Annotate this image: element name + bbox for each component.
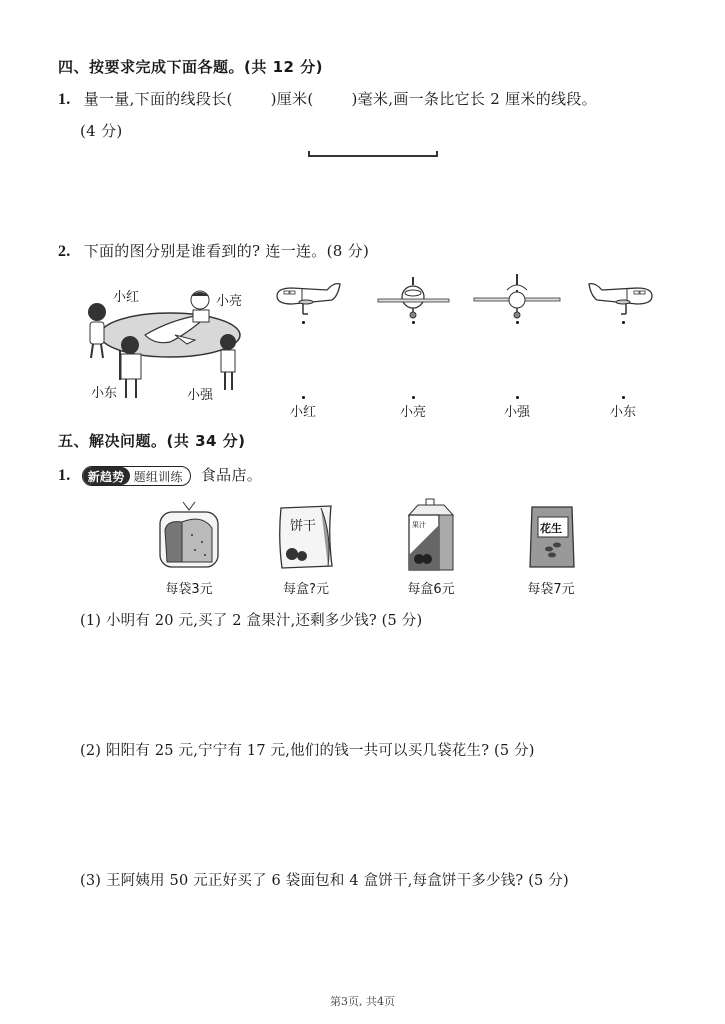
bread-bag-icon [157, 500, 222, 570]
plane-view-1 [272, 278, 342, 318]
section-4-title: 四、按要求完成下面各题。(共 12 分) [58, 58, 324, 76]
food-item-juice [406, 497, 456, 572]
biscuit-bag-icon [276, 500, 336, 570]
scene-label-xiaoqiang: 小强 [187, 388, 214, 403]
name-xiaoliang: 小亮 [400, 405, 427, 420]
name-xiaodong: 小东 [610, 405, 637, 420]
svg-text:花生: 花生 [540, 522, 562, 535]
price-bread: 每袋3元 [165, 582, 213, 597]
question-text-a: 量一量,下面的线段长( [83, 90, 233, 108]
food-item-bread [157, 500, 222, 570]
scene-illustration [75, 280, 260, 405]
plane-side-right-icon [587, 278, 657, 318]
plane-side-left-icon [272, 278, 342, 318]
plane-view-2 [376, 275, 451, 320]
price-biscuit: 每盒?元 [283, 582, 329, 597]
plane-view-3 [472, 272, 562, 320]
food-item-peanut [527, 503, 577, 571]
answer-area-2[interactable] [80, 765, 680, 855]
question-text-b: )厘米( [270, 90, 314, 108]
question-4-1-score: (4 分) [80, 122, 123, 140]
answer-area-1[interactable] [80, 635, 680, 725]
page-footer: 第3页, 共4页 [330, 995, 395, 1008]
sub-question-1: (1) 小明有 20 元,买了 2 盒果汁,还剩多少钱? (5 分) [80, 613, 423, 629]
question-text: 下面的图分别是谁看到的? 连一连。(8 分) [83, 242, 370, 260]
connect-dot-view-1[interactable] [302, 321, 305, 324]
connect-dot-name-1[interactable] [302, 396, 305, 399]
question-number: 2. [58, 243, 71, 260]
question-5-1 [58, 464, 262, 486]
connect-dot-view-3[interactable] [516, 321, 519, 324]
food-item-biscuit [276, 500, 336, 570]
scene-label-xiaoliang: 小亮 [216, 294, 243, 309]
name-xiaoqiang: 小强 [504, 405, 531, 420]
plane-view-4 [587, 278, 657, 318]
plane-back-icon [472, 272, 562, 320]
scene-label-xiaodong: 小东 [91, 386, 118, 401]
price-juice: 每盒6元 [407, 582, 455, 597]
scene-label-xiaohong: 小红 [113, 290, 140, 305]
new-trend-badge [82, 466, 191, 486]
badge-dark-label: 新趋势 [83, 467, 130, 485]
svg-text:饼干: 饼干 [290, 519, 317, 534]
connect-dot-view-2[interactable] [412, 321, 415, 324]
question-text: 食品店。 [200, 466, 263, 484]
name-xiaohong: 小红 [290, 405, 317, 420]
line-segment [308, 151, 438, 157]
question-number: 1. [58, 467, 71, 484]
connect-dot-name-3[interactable] [516, 396, 519, 399]
question-4-1 [58, 88, 597, 109]
connect-dot-view-4[interactable] [622, 321, 625, 324]
peanut-bag-icon [527, 503, 577, 571]
sub-question-3: (3) 王阿姨用 50 元正好买了 6 袋面包和 4 盒饼干,每盒饼干多少钱? (5 分) [80, 873, 569, 889]
question-4-2 [58, 240, 369, 261]
sub-question-2: (2) 阳阳有 25 元,宁宁有 17 元,他们的钱一共可以买几袋花生? (5 分) [80, 743, 535, 759]
question-text-c: )毫米,画一条比它长 2 厘米的线段。 [351, 90, 597, 108]
connect-dot-name-2[interactable] [412, 396, 415, 399]
section-5-title: 五、解决问题。(共 34 分) [58, 432, 246, 450]
price-peanut: 每袋7元 [527, 582, 575, 597]
plane-front-icon [376, 275, 451, 320]
juice-carton-icon [406, 497, 456, 572]
connect-dot-name-4[interactable] [622, 396, 625, 399]
answer-area-3[interactable] [80, 895, 680, 980]
question-number: 1. [58, 91, 71, 108]
badge-light-label: 题组训练 [133, 469, 183, 484]
svg-text:果汁: 果汁 [412, 521, 426, 529]
